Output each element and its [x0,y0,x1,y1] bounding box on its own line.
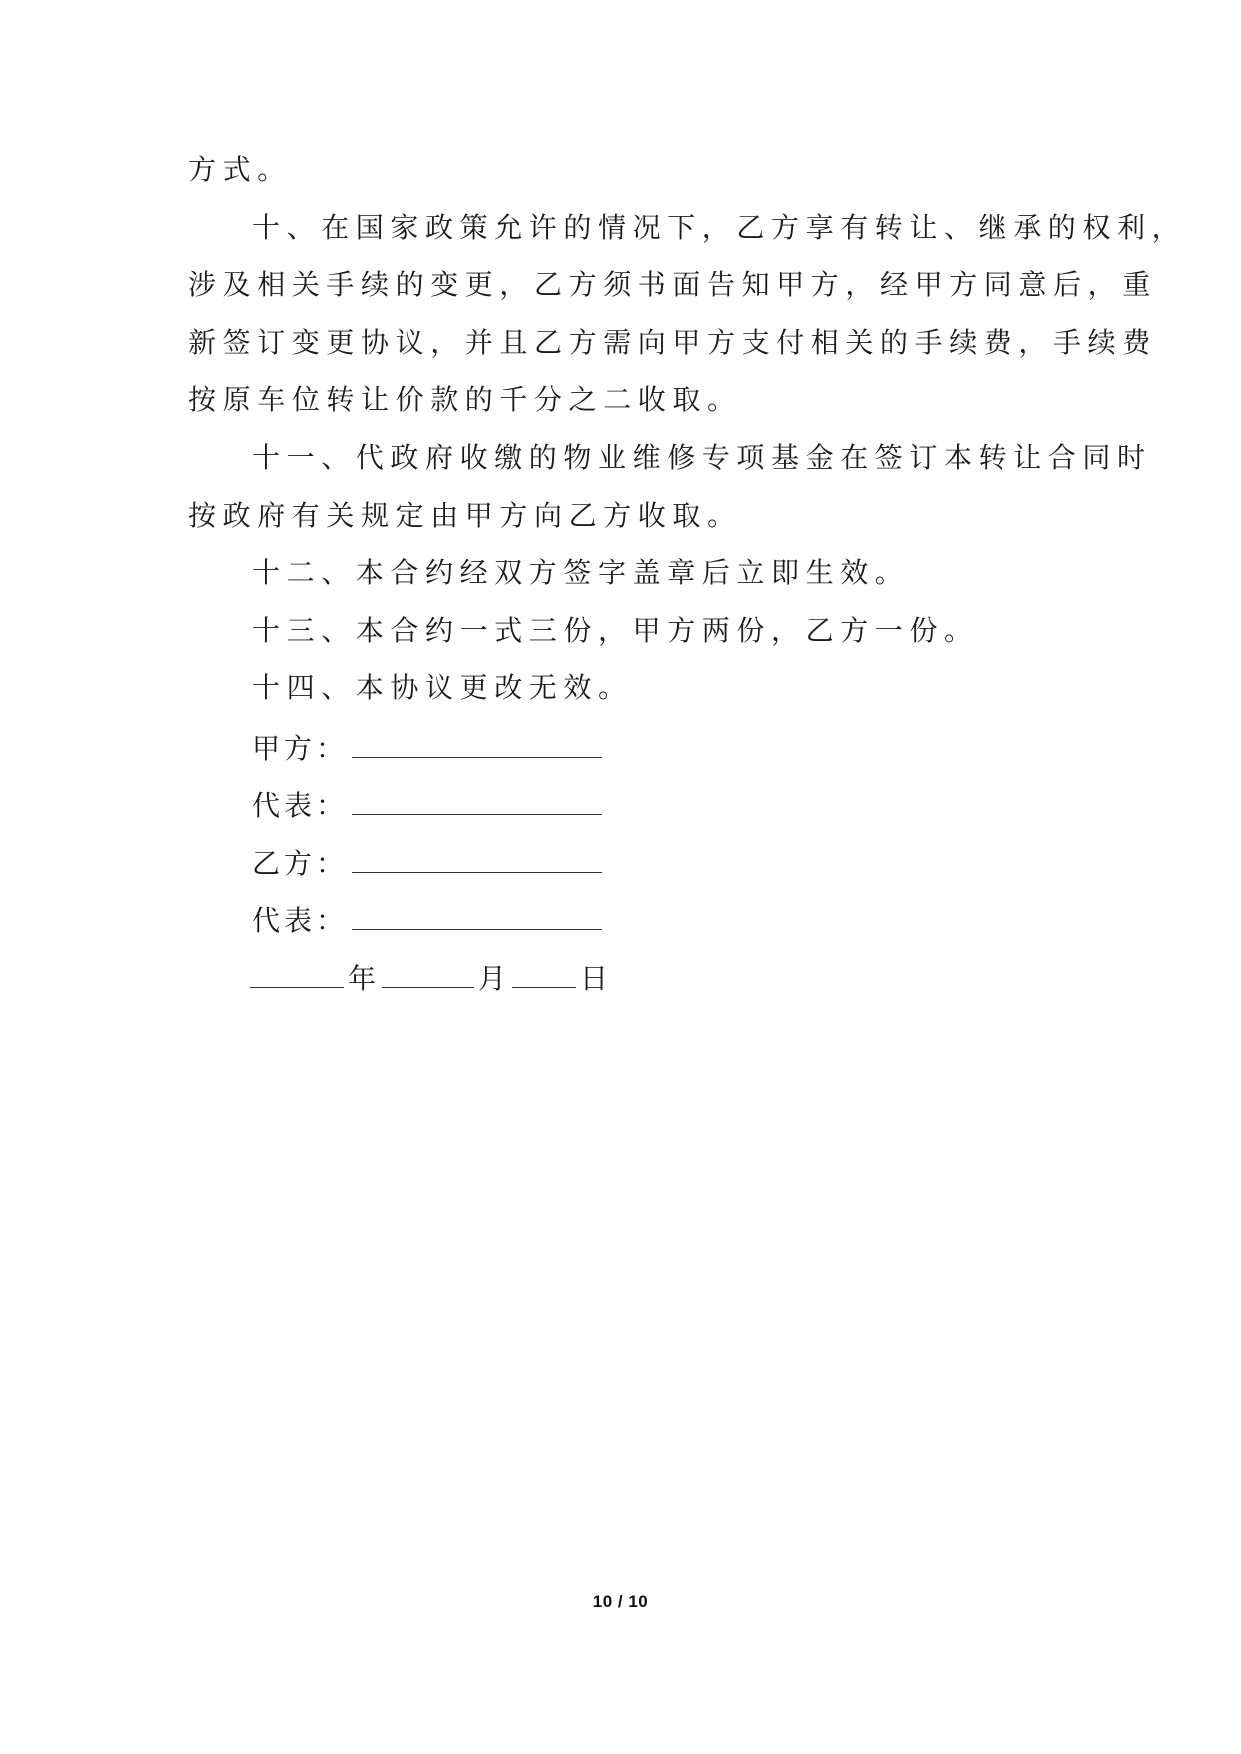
month-blank [382,957,474,988]
paragraph-line: 涉及相关手续的变更，乙方须书面告知甲方，经甲方同意后，重 [188,268,1157,301]
clause-eleven: 十一、代政府收缴的物业维修专项基金在签订本转让合同时 [252,441,1152,474]
party-a-signature [252,727,602,769]
paragraph-line: 按政府有关规定由甲方向乙方收取。 [188,499,742,532]
signing-date [250,957,614,999]
party-b-signature [252,842,602,884]
month-label: 月 [478,962,509,995]
party-a-representative-signature [252,784,602,826]
paragraph-line: 新签订变更协议，并且乙方需向甲方支付相关的手续费，手续费 [188,326,1157,359]
party-b-label: 乙方： [252,847,349,880]
party-b-representative-signature [252,899,602,941]
clause-fourteen: 十四、本协议更改无效。 [252,671,633,704]
day-label: 日 [580,962,611,995]
party-a-signature-blank [352,727,602,758]
day-blank [512,957,576,988]
clause-ten: 十、在国家政策允许的情况下，乙方享有转让、继承的权利， [252,211,1187,244]
year-blank [250,957,344,988]
paragraph-line: 按原车位转让价款的千分之二收取。 [188,383,742,416]
clause-thirteen: 十三、本合约一式三份，甲方两份，乙方一份。 [252,614,979,647]
party-a-label: 甲方： [252,732,349,765]
representative-label: 代表： [252,904,349,937]
party-b-signature-blank [352,842,602,873]
page-number: 10 / 10 [592,1592,649,1611]
representative-label: 代表： [252,789,349,822]
representative-signature-blank [352,784,602,815]
representative-signature-blank [352,899,602,930]
year-label: 年 [348,962,379,995]
clause-twelve: 十二、本合约经双方签字盖章后立即生效。 [252,556,910,589]
paragraph-line: 方式。 [188,153,292,186]
